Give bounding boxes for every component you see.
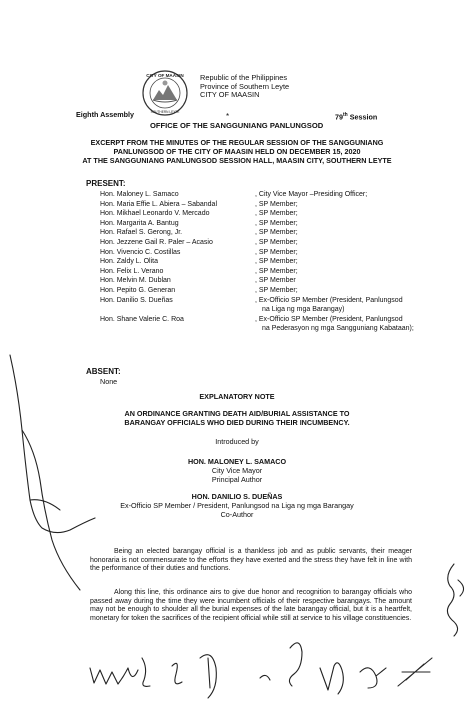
member-name: Hon. Mikhael Leonardo V. Mercado xyxy=(100,210,210,218)
member-role: , SP Member; xyxy=(255,219,298,227)
member-name: Hon. Zaldy L. Olita xyxy=(100,258,158,266)
member-role: , SP Member; xyxy=(255,210,298,218)
coauthor-title: Ex-Officio SP Member / President, Panlungsod na Liga ng mga Barangay xyxy=(120,501,354,510)
coauthor-role: Co-Author xyxy=(220,510,254,519)
explanatory-note-title: EXPLANATORY NOTE xyxy=(199,392,275,401)
absent-label: ABSENT: xyxy=(86,367,121,376)
ordinance-title-line-1: AN ORDINANCE GRANTING DEATH AID/BURIAL ASSISTANCE TO xyxy=(124,409,350,418)
header-line-republic: Republic of the Philippines xyxy=(200,73,288,82)
office-title: OFFICE OF THE SANGGUNIANG PANLUNGSOD xyxy=(150,121,324,130)
seal-ring-top: CITY OF MAASIN xyxy=(146,73,184,78)
member-role: , SP Member; xyxy=(255,267,298,275)
excerpt-line-1: EXCERPT FROM THE MINUTES OF THE REGULAR SESSION OF THE SANGGUNIANG xyxy=(90,138,384,147)
header-line-province: Province of Southern Leyte xyxy=(200,81,290,91)
member-name: Hon. Shane Valerie C. Roa xyxy=(100,315,184,323)
member-name: Hon. Felix L. Verano xyxy=(100,267,164,275)
author-name: HON. MALONEY L. SAMACO xyxy=(187,457,287,466)
member-name: Hon. Melvin M. Dublan xyxy=(100,277,171,285)
seal-ring-bottom: SOUTHERN LEYTE xyxy=(150,110,180,114)
city-seal-logo xyxy=(142,70,188,116)
member-role-continued: na Liga ng mga Barangay) xyxy=(262,305,345,313)
member-name: Hon. Maloney L. Samaco xyxy=(100,191,179,198)
member-role: , SP Member; xyxy=(255,229,298,237)
member-name: Hon. Vivencio C. Costillas xyxy=(100,248,181,256)
member-role: , Ex-Officio SP Member (President, Panlungsod xyxy=(255,296,403,304)
header-block xyxy=(200,74,289,100)
session-label: 79th Session xyxy=(335,112,378,122)
member-name: Hon. Rafael S. Gerong, Jr. xyxy=(100,229,183,237)
excerpt-line-2: PANLUNGSOD OF THE CITY OF MAASIN HELD ON DECEMBER 15, 2020 xyxy=(113,147,361,156)
coauthor-name: HON. DANILIO S. DUEÑAS xyxy=(191,492,283,501)
absent-value: None xyxy=(100,377,118,386)
body-paragraph-1: Being an elected barangay official is a thankless job and as public servants, their meager honoraria is not commensurate to the efforts they have exerted and the stress they have felt in line with the performance of their duties and functions. xyxy=(90,548,412,573)
author-role: Principal Author xyxy=(211,475,263,484)
body-paragraph-2: Along this line, this ordinance airs to give due honor and recognition to barangay officials who passed away during the time they were incumbent officials of their respective barangays. The amount may not be enough to shoulder all the burial expenses of the late barangay official, but it is a heartfelt, monetary for token the sacrifices of the recipient official while still at service to his village constituencies. xyxy=(90,589,412,623)
member-role: , SP Member; xyxy=(255,239,298,246)
member-name: Hon. Jezzene Gail R. Paler – Acasio xyxy=(100,239,213,246)
bottom-signatures xyxy=(80,628,440,718)
margin-signature-left xyxy=(0,350,110,610)
present-label: PRESENT: xyxy=(86,179,126,188)
member-role-continued: na Pederasyon ng mga Sangguniang Kabataan); xyxy=(262,324,414,332)
excerpt-line-3: AT THE SANGGUNIANG PANLUNGSOD SESSION HALL, MAASIN CITY, SOUTHERN LEYTE xyxy=(82,156,392,165)
header-line-city: CITY OF MAASIN xyxy=(200,90,260,100)
member-role: , SP Member; xyxy=(255,287,298,294)
member-name: Hon. Margarita A. Bantug xyxy=(100,219,179,227)
ordinance-title-line-2: BARANGAY OFFICIALS WHO DIED DURING THEIR INCUMBENCY. xyxy=(124,418,350,427)
author-title: City Vice Mayor xyxy=(211,466,263,475)
member-role: , City Vice Mayor –Presiding Officer; xyxy=(255,191,368,198)
member-name: Hon. Danilio S. Dueñas xyxy=(100,296,173,304)
member-role: , SP Member; xyxy=(255,258,298,266)
assembly-label: Eighth Assembly xyxy=(76,110,135,119)
member-name: Hon. Pepito G. Generan xyxy=(100,287,176,294)
member-role: , SP Member xyxy=(255,277,296,285)
introduced-by-label: Introduced by xyxy=(215,437,259,446)
margin-signature-right xyxy=(440,560,472,640)
member-role: , SP Member; xyxy=(255,248,298,256)
member-role: , Ex-Officio SP Member (President, Panlungsod xyxy=(255,315,403,323)
member-name: Hon. Maria Effie L. Abiera – Sabandal xyxy=(100,200,218,208)
member-role: , SP Member; xyxy=(255,200,298,208)
asterisk-mark: * xyxy=(226,112,230,121)
